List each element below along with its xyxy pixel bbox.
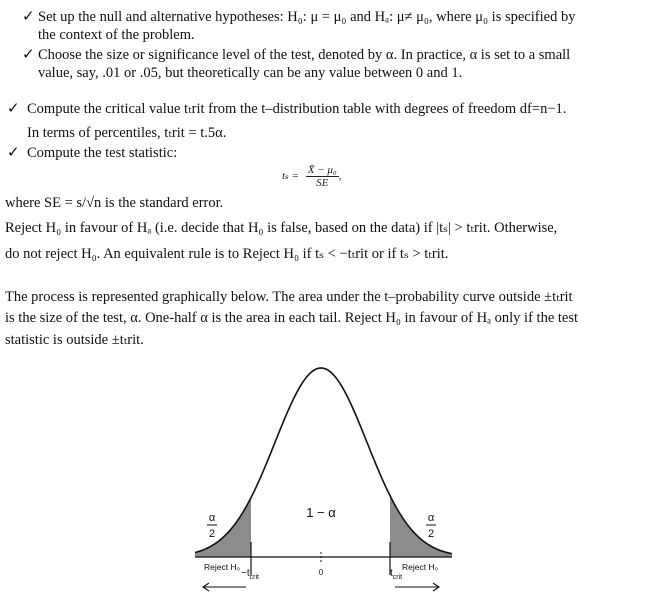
left-tail-region [195,498,251,557]
left-crit-label [241,568,259,581]
bullet-significance-line1: Choose the size or significance level of the test, denoted by α. In practice, α is set to a small [38,47,571,63]
bullet-hypotheses-line1: Set up the null and alternative hypotheses: H₀: μ = μ₀ and Hₐ: μ≠ μ₀, where μ₀ is specified by [38,9,576,25]
check-icon: ✓ [7,99,20,117]
formula-lhs: tₛ = [282,170,299,183]
bullet-statistic: Compute the test statistic: [27,145,178,161]
right-crit-subscript: crit [392,574,403,581]
center-area-label: 1 − α [306,505,336,520]
left-arrow [203,583,246,591]
density-curve [195,368,452,554]
process-line1: The process is represented graphically below. The area under the t–probability curve outside ±tₜrit [5,289,573,305]
formula-numerator: X̄ − μ₀ [307,164,337,176]
process-line3: statistic is outside ±tₜrit. [5,332,144,348]
right-arrow [395,583,439,591]
left-alpha-denominator: 2 [208,528,216,540]
reject-rule-line2: do not reject H₀. An equivalent rule is to Reject H₀ if tₛ < −tₜrit or if tₛ > tₜrit. [5,246,449,262]
zero-label: 0 [318,568,324,577]
right-alpha-denominator: 2 [427,528,435,540]
left-crit-symbol: −t [241,568,250,579]
formula-denominator: SE [316,177,329,189]
reject-rule-line1: Reject H₀ in favour of Hₐ (i.e. decide that H₀ is false, based on the data) if |tₛ| > tₜrit. Otherwise, [5,220,558,236]
right-alpha-numerator: α [427,512,435,524]
bullet-critical-line1: Compute the critical value tₜrit from the t–distribution table with degrees of freedom df=n−1. [27,101,567,117]
check-icon: ✓ [22,7,35,25]
bullet-hypotheses-line2: the context of the problem. [38,27,195,43]
se-definition: where SE = s/√n is the standard error. [5,195,224,211]
right-tail-region [390,496,452,557]
check-icon: ✓ [7,143,20,161]
process-line2: is the size of the test, α. One-half α is the area in each tail. Reject H₀ in favour of Hₐ only if the test [5,310,579,326]
left-alpha-numerator: α [208,512,216,524]
left-reject-label: Reject H₀ [204,562,241,572]
bullet-significance-line2: value, say, .01 or .05, but theoretically can be any value between 0 and 1. [38,65,463,81]
check-icon: ✓ [22,45,35,63]
right-crit-symbol: t [390,568,393,579]
left-crit-subscript: crit [249,574,259,581]
bullet-critical-line2: In terms of percentiles, tₜrit = t.5α. [27,125,227,141]
right-crit-label [390,568,402,581]
right-reject-label: Reject H₀ [402,562,439,572]
formula-trail: , [338,170,342,183]
